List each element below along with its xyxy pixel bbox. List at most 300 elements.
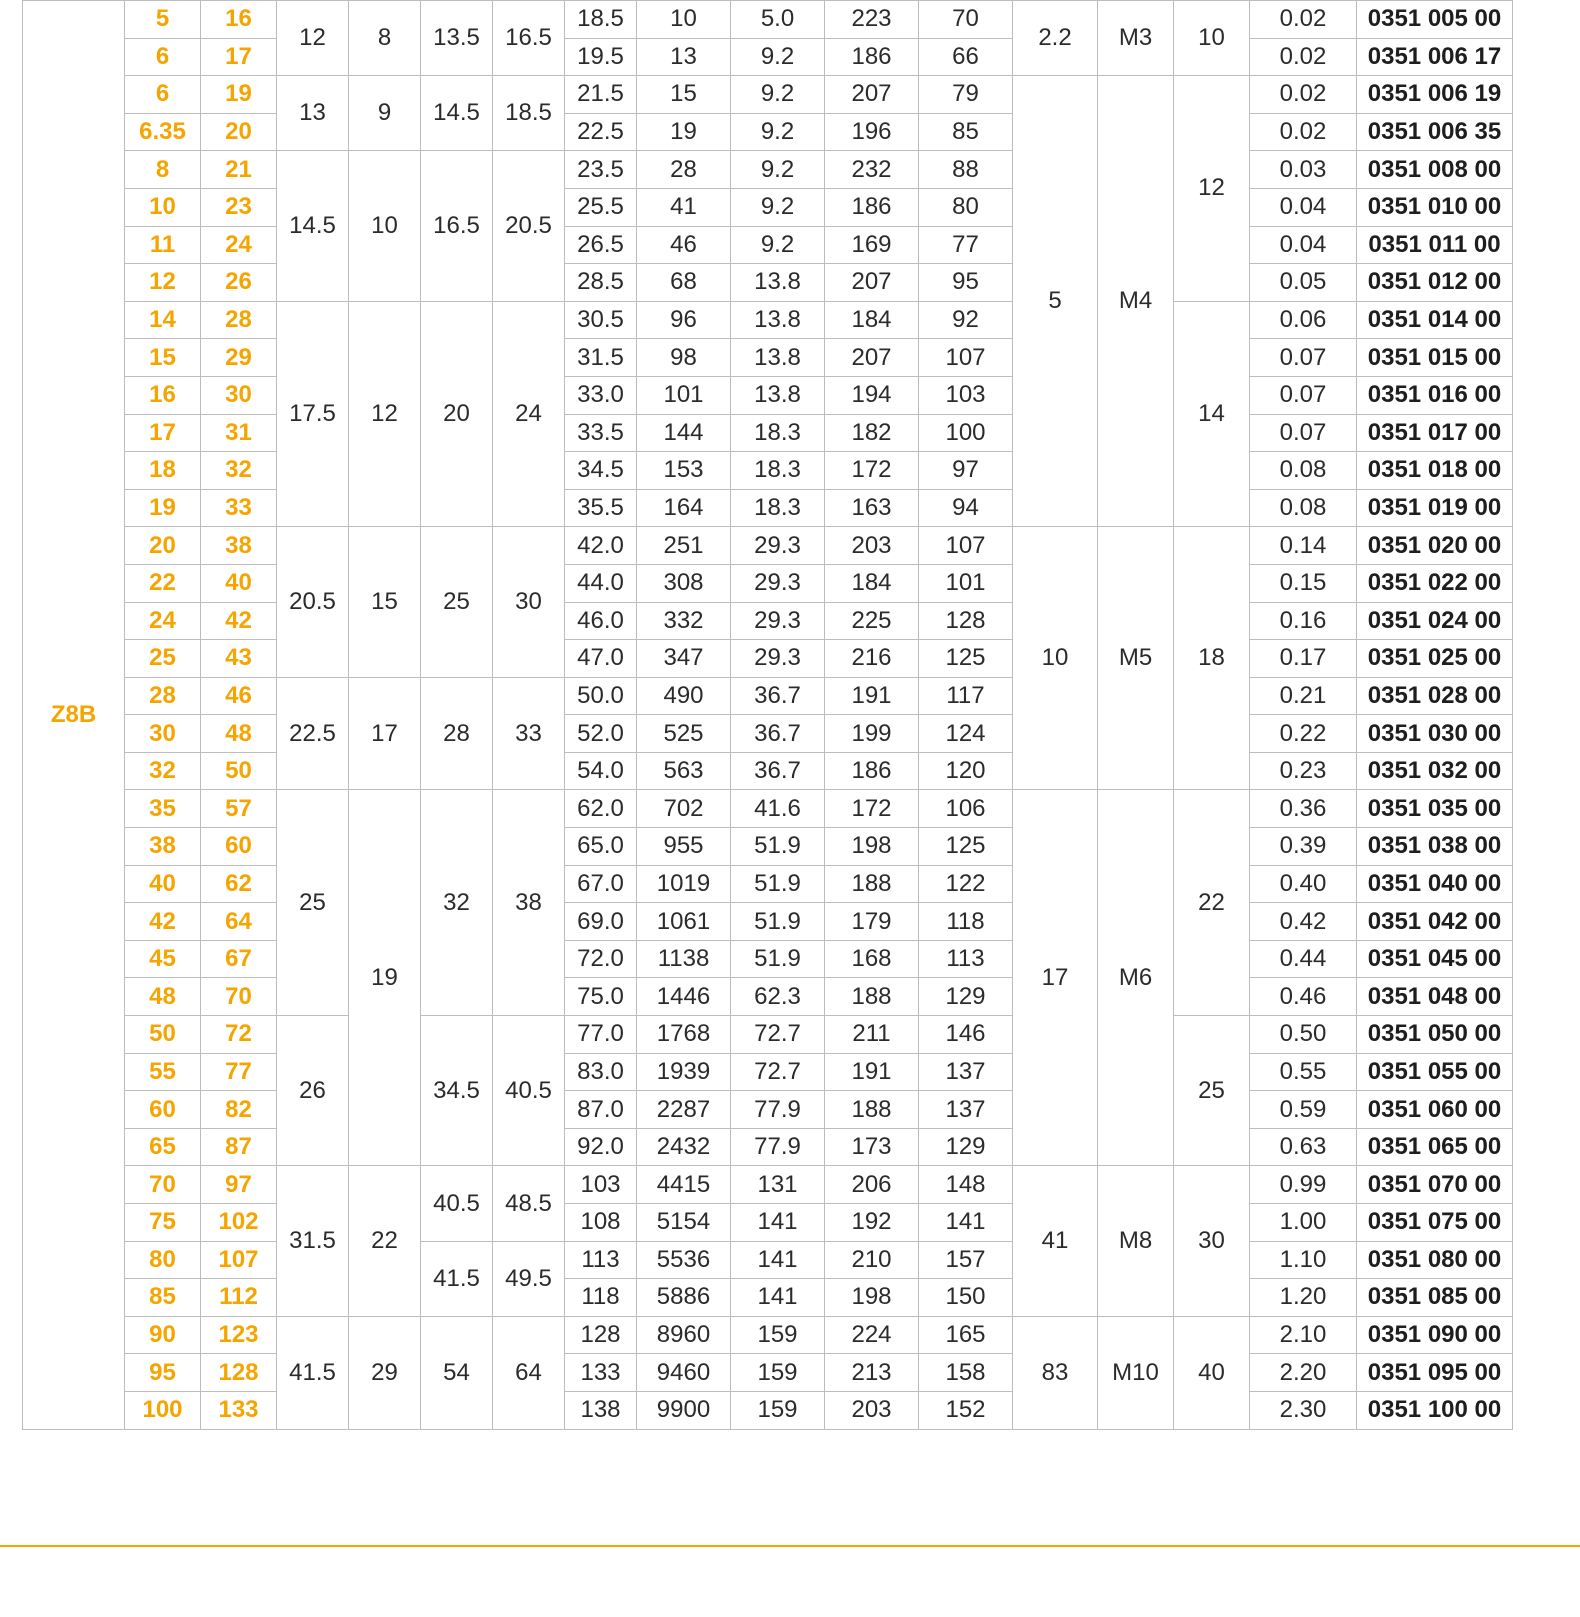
value-cell: 41.6 bbox=[731, 790, 825, 828]
value-cell: 103 bbox=[919, 376, 1013, 414]
screw-value-cell: 14 bbox=[1174, 301, 1250, 527]
torque-cell: 4415 bbox=[637, 1166, 731, 1204]
table-row bbox=[23, 940, 1513, 978]
weight-cell: 0.44 bbox=[1250, 940, 1357, 978]
dimension-cell: 22 bbox=[349, 1166, 421, 1316]
dimension-cell: 42.0 bbox=[565, 527, 637, 565]
outer-diameter-cell: 77 bbox=[201, 1053, 277, 1091]
value-cell: 124 bbox=[919, 715, 1013, 753]
dimension-cell: 16.5 bbox=[421, 151, 493, 301]
value-cell: 172 bbox=[825, 452, 919, 490]
screw-value-cell: 2.2 bbox=[1013, 1, 1098, 76]
dimension-cell: 14.5 bbox=[277, 151, 349, 301]
dimension-cell: 9 bbox=[349, 76, 421, 151]
value-cell: 129 bbox=[919, 1128, 1013, 1166]
torque-cell: 347 bbox=[637, 640, 731, 678]
dimension-cell: 13 bbox=[277, 76, 349, 151]
outer-diameter-cell: 43 bbox=[201, 640, 277, 678]
bore-cell: 95 bbox=[125, 1354, 201, 1392]
weight-cell: 0.21 bbox=[1250, 677, 1357, 715]
value-cell: 163 bbox=[825, 489, 919, 527]
value-cell: 129 bbox=[919, 978, 1013, 1016]
value-cell: 107 bbox=[919, 339, 1013, 377]
dimension-cell: 118 bbox=[565, 1279, 637, 1317]
dimension-cell: 17.5 bbox=[277, 301, 349, 527]
table-row bbox=[23, 376, 1513, 414]
dimension-cell: 35.5 bbox=[565, 489, 637, 527]
dimension-cell: 31.5 bbox=[277, 1166, 349, 1316]
table-row bbox=[23, 76, 1513, 114]
torque-cell: 2432 bbox=[637, 1128, 731, 1166]
torque-cell: 164 bbox=[637, 489, 731, 527]
outer-diameter-cell: 57 bbox=[201, 790, 277, 828]
outer-diameter-cell: 107 bbox=[201, 1241, 277, 1279]
dimension-cell: 67.0 bbox=[565, 865, 637, 903]
dimension-cell: 44.0 bbox=[565, 564, 637, 602]
weight-cell: 0.07 bbox=[1250, 376, 1357, 414]
value-cell: 100 bbox=[919, 414, 1013, 452]
weight-cell: 0.08 bbox=[1250, 452, 1357, 490]
torque-cell: 19 bbox=[637, 113, 731, 151]
value-cell: 196 bbox=[825, 113, 919, 151]
outer-diameter-cell: 38 bbox=[201, 527, 277, 565]
torque-cell: 98 bbox=[637, 339, 731, 377]
value-cell: 172 bbox=[825, 790, 919, 828]
outer-diameter-cell: 31 bbox=[201, 414, 277, 452]
weight-cell: 2.10 bbox=[1250, 1316, 1357, 1354]
part-number-cell: 0351 100 00 bbox=[1357, 1391, 1513, 1429]
weight-cell: 0.42 bbox=[1250, 903, 1357, 941]
value-cell: 150 bbox=[919, 1279, 1013, 1317]
dimension-cell: 33.0 bbox=[565, 376, 637, 414]
torque-cell: 2287 bbox=[637, 1091, 731, 1129]
dimension-cell: 20 bbox=[421, 301, 493, 527]
screw-value-cell: 40 bbox=[1174, 1316, 1250, 1429]
outer-diameter-cell: 30 bbox=[201, 376, 277, 414]
value-cell: 198 bbox=[825, 1279, 919, 1317]
screw-value-cell: 25 bbox=[1174, 1016, 1250, 1166]
weight-cell: 0.06 bbox=[1250, 301, 1357, 339]
table-row bbox=[23, 1166, 1513, 1204]
value-cell: 179 bbox=[825, 903, 919, 941]
table-row bbox=[23, 1354, 1513, 1392]
dimension-cell: 30.5 bbox=[565, 301, 637, 339]
series-cell: Z8B bbox=[23, 1, 125, 1430]
value-cell: 158 bbox=[919, 1354, 1013, 1392]
value-cell: 85 bbox=[919, 113, 1013, 151]
dimension-cell: 18.5 bbox=[565, 1, 637, 39]
dimension-cell: 19 bbox=[349, 790, 421, 1166]
value-cell: 194 bbox=[825, 376, 919, 414]
value-cell: 117 bbox=[919, 677, 1013, 715]
value-cell: 66 bbox=[919, 38, 1013, 76]
weight-cell: 2.20 bbox=[1250, 1354, 1357, 1392]
table-row bbox=[23, 452, 1513, 490]
dimension-cell: 40.5 bbox=[421, 1166, 493, 1241]
dimension-cell: 72.0 bbox=[565, 940, 637, 978]
outer-diameter-cell: 42 bbox=[201, 602, 277, 640]
value-cell: 92 bbox=[919, 301, 1013, 339]
part-number-cell: 0351 008 00 bbox=[1357, 151, 1513, 189]
outer-diameter-cell: 28 bbox=[201, 301, 277, 339]
bore-cell: 45 bbox=[125, 940, 201, 978]
table-row bbox=[23, 1316, 1513, 1354]
value-cell: 51.9 bbox=[731, 828, 825, 866]
dimension-cell: 10 bbox=[349, 151, 421, 301]
table-row bbox=[23, 414, 1513, 452]
value-cell: 9.2 bbox=[731, 76, 825, 114]
value-cell: 51.9 bbox=[731, 903, 825, 941]
weight-cell: 1.20 bbox=[1250, 1279, 1357, 1317]
outer-diameter-cell: 112 bbox=[201, 1279, 277, 1317]
dimension-cell: 48.5 bbox=[493, 1166, 565, 1241]
bore-cell: 18 bbox=[125, 452, 201, 490]
bore-cell: 60 bbox=[125, 1091, 201, 1129]
value-cell: 203 bbox=[825, 527, 919, 565]
value-cell: 79 bbox=[919, 76, 1013, 114]
torque-cell: 1446 bbox=[637, 978, 731, 1016]
screw-value-cell: 10 bbox=[1013, 527, 1098, 790]
value-cell: 95 bbox=[919, 264, 1013, 302]
value-cell: 36.7 bbox=[731, 752, 825, 790]
weight-cell: 0.14 bbox=[1250, 527, 1357, 565]
table-row bbox=[23, 188, 1513, 226]
dimension-cell: 75.0 bbox=[565, 978, 637, 1016]
value-cell: 207 bbox=[825, 339, 919, 377]
outer-diameter-cell: 26 bbox=[201, 264, 277, 302]
screw-value-cell: 22 bbox=[1174, 790, 1250, 1016]
part-number-cell: 0351 025 00 bbox=[1357, 640, 1513, 678]
torque-cell: 5886 bbox=[637, 1279, 731, 1317]
value-cell: 141 bbox=[731, 1279, 825, 1317]
outer-diameter-cell: 97 bbox=[201, 1166, 277, 1204]
dimension-cell: 128 bbox=[565, 1316, 637, 1354]
outer-diameter-cell: 48 bbox=[201, 715, 277, 753]
torque-cell: 101 bbox=[637, 376, 731, 414]
dimension-cell: 25 bbox=[277, 790, 349, 1016]
bore-cell: 6 bbox=[125, 38, 201, 76]
bore-cell: 32 bbox=[125, 752, 201, 790]
table-row bbox=[23, 113, 1513, 151]
screw-size-cell: M10 bbox=[1098, 1316, 1174, 1429]
bore-cell: 19 bbox=[125, 489, 201, 527]
part-number-cell: 0351 075 00 bbox=[1357, 1204, 1513, 1242]
dimension-cell: 16.5 bbox=[493, 1, 565, 76]
table-row bbox=[23, 1241, 1513, 1279]
screw-size-cell: M3 bbox=[1098, 1, 1174, 76]
table-row bbox=[23, 1091, 1513, 1129]
dimension-cell: 20.5 bbox=[277, 527, 349, 677]
value-cell: 224 bbox=[825, 1316, 919, 1354]
dimension-cell: 31.5 bbox=[565, 339, 637, 377]
bore-cell: 90 bbox=[125, 1316, 201, 1354]
table-row bbox=[23, 1204, 1513, 1242]
dimension-cell: 83.0 bbox=[565, 1053, 637, 1091]
weight-cell: 0.22 bbox=[1250, 715, 1357, 753]
outer-diameter-cell: 67 bbox=[201, 940, 277, 978]
weight-cell: 0.40 bbox=[1250, 865, 1357, 903]
outer-diameter-cell: 82 bbox=[201, 1091, 277, 1129]
weight-cell: 0.50 bbox=[1250, 1016, 1357, 1054]
value-cell: 169 bbox=[825, 226, 919, 264]
torque-cell: 9900 bbox=[637, 1391, 731, 1429]
value-cell: 9.2 bbox=[731, 113, 825, 151]
part-number-cell: 0351 055 00 bbox=[1357, 1053, 1513, 1091]
value-cell: 13.8 bbox=[731, 264, 825, 302]
dimension-cell: 26.5 bbox=[565, 226, 637, 264]
dimension-cell: 22.5 bbox=[565, 113, 637, 151]
value-cell: 72.7 bbox=[731, 1053, 825, 1091]
torque-cell: 10 bbox=[637, 1, 731, 39]
weight-cell: 0.04 bbox=[1250, 188, 1357, 226]
dimension-cell: 138 bbox=[565, 1391, 637, 1429]
dimension-cell: 23.5 bbox=[565, 151, 637, 189]
value-cell: 18.3 bbox=[731, 414, 825, 452]
dimension-cell: 103 bbox=[565, 1166, 637, 1204]
table-row bbox=[23, 301, 1513, 339]
part-number-cell: 0351 012 00 bbox=[1357, 264, 1513, 302]
value-cell: 80 bbox=[919, 188, 1013, 226]
value-cell: 36.7 bbox=[731, 715, 825, 753]
torque-cell: 563 bbox=[637, 752, 731, 790]
outer-diameter-cell: 72 bbox=[201, 1016, 277, 1054]
torque-cell: 41 bbox=[637, 188, 731, 226]
bore-cell: 20 bbox=[125, 527, 201, 565]
dimension-cell: 34.5 bbox=[565, 452, 637, 490]
outer-diameter-cell: 60 bbox=[201, 828, 277, 866]
bore-cell: 22 bbox=[125, 564, 201, 602]
dimension-cell: 20.5 bbox=[493, 151, 565, 301]
bore-cell: 15 bbox=[125, 339, 201, 377]
value-cell: 199 bbox=[825, 715, 919, 753]
weight-cell: 0.16 bbox=[1250, 602, 1357, 640]
weight-cell: 1.10 bbox=[1250, 1241, 1357, 1279]
value-cell: 141 bbox=[919, 1204, 1013, 1242]
value-cell: 225 bbox=[825, 602, 919, 640]
table-row bbox=[23, 790, 1513, 828]
dimension-cell: 46.0 bbox=[565, 602, 637, 640]
torque-cell: 153 bbox=[637, 452, 731, 490]
part-number-cell: 0351 030 00 bbox=[1357, 715, 1513, 753]
value-cell: 159 bbox=[731, 1391, 825, 1429]
outer-diameter-cell: 64 bbox=[201, 903, 277, 941]
weight-cell: 0.55 bbox=[1250, 1053, 1357, 1091]
weight-cell: 0.17 bbox=[1250, 640, 1357, 678]
value-cell: 18.3 bbox=[731, 489, 825, 527]
outer-diameter-cell: 24 bbox=[201, 226, 277, 264]
bore-cell: 75 bbox=[125, 1204, 201, 1242]
screw-value-cell: 18 bbox=[1174, 527, 1250, 790]
dimension-cell: 19.5 bbox=[565, 38, 637, 76]
weight-cell: 0.05 bbox=[1250, 264, 1357, 302]
part-number-cell: 0351 006 17 bbox=[1357, 38, 1513, 76]
table-row bbox=[23, 564, 1513, 602]
dimension-cell: 54 bbox=[421, 1316, 493, 1429]
value-cell: 141 bbox=[731, 1241, 825, 1279]
bore-cell: 80 bbox=[125, 1241, 201, 1279]
torque-cell: 8960 bbox=[637, 1316, 731, 1354]
dimension-cell: 28 bbox=[421, 677, 493, 790]
value-cell: 146 bbox=[919, 1016, 1013, 1054]
weight-cell: 0.02 bbox=[1250, 1, 1357, 39]
value-cell: 191 bbox=[825, 1053, 919, 1091]
outer-diameter-cell: 29 bbox=[201, 339, 277, 377]
dimension-cell: 32 bbox=[421, 790, 493, 1016]
bore-cell: 5 bbox=[125, 1, 201, 39]
bore-cell: 100 bbox=[125, 1391, 201, 1429]
value-cell: 188 bbox=[825, 1091, 919, 1129]
value-cell: 106 bbox=[919, 790, 1013, 828]
dimension-cell: 30 bbox=[493, 527, 565, 677]
value-cell: 159 bbox=[731, 1316, 825, 1354]
value-cell: 232 bbox=[825, 151, 919, 189]
value-cell: 29.3 bbox=[731, 564, 825, 602]
screw-value-cell: 10 bbox=[1174, 1, 1250, 76]
dimension-cell: 8 bbox=[349, 1, 421, 76]
table-row bbox=[23, 1016, 1513, 1054]
table-row bbox=[23, 978, 1513, 1016]
bore-cell: 70 bbox=[125, 1166, 201, 1204]
table-row bbox=[23, 1128, 1513, 1166]
bore-cell: 11 bbox=[125, 226, 201, 264]
screw-value-cell: 41 bbox=[1013, 1166, 1098, 1316]
table-row bbox=[23, 1053, 1513, 1091]
table-row bbox=[23, 752, 1513, 790]
table-row bbox=[23, 640, 1513, 678]
value-cell: 207 bbox=[825, 76, 919, 114]
value-cell: 186 bbox=[825, 38, 919, 76]
weight-cell: 0.08 bbox=[1250, 489, 1357, 527]
value-cell: 152 bbox=[919, 1391, 1013, 1429]
weight-cell: 0.02 bbox=[1250, 76, 1357, 114]
bore-cell: 6.35 bbox=[125, 113, 201, 151]
screw-size-cell: M6 bbox=[1098, 790, 1174, 1166]
outer-diameter-cell: 33 bbox=[201, 489, 277, 527]
outer-diameter-cell: 40 bbox=[201, 564, 277, 602]
value-cell: 77.9 bbox=[731, 1091, 825, 1129]
bore-cell: 50 bbox=[125, 1016, 201, 1054]
part-number-cell: 0351 005 00 bbox=[1357, 1, 1513, 39]
table-row bbox=[23, 226, 1513, 264]
part-number-cell: 0351 022 00 bbox=[1357, 564, 1513, 602]
table-row bbox=[23, 677, 1513, 715]
dimension-cell: 41.5 bbox=[421, 1241, 493, 1316]
value-cell: 188 bbox=[825, 978, 919, 1016]
value-cell: 213 bbox=[825, 1354, 919, 1392]
outer-diameter-cell: 46 bbox=[201, 677, 277, 715]
table-row bbox=[23, 339, 1513, 377]
table-row bbox=[23, 828, 1513, 866]
weight-cell: 0.63 bbox=[1250, 1128, 1357, 1166]
bore-cell: 85 bbox=[125, 1279, 201, 1317]
value-cell: 97 bbox=[919, 452, 1013, 490]
value-cell: 186 bbox=[825, 752, 919, 790]
table-row bbox=[23, 602, 1513, 640]
table-row bbox=[23, 264, 1513, 302]
outer-diameter-cell: 16 bbox=[201, 1, 277, 39]
bore-cell: 35 bbox=[125, 790, 201, 828]
part-number-cell: 0351 020 00 bbox=[1357, 527, 1513, 565]
dimension-cell: 21.5 bbox=[565, 76, 637, 114]
value-cell: 18.3 bbox=[731, 452, 825, 490]
torque-cell: 702 bbox=[637, 790, 731, 828]
part-number-cell: 0351 015 00 bbox=[1357, 339, 1513, 377]
dimension-cell: 29 bbox=[349, 1316, 421, 1429]
value-cell: 94 bbox=[919, 489, 1013, 527]
outer-diameter-cell: 70 bbox=[201, 978, 277, 1016]
dimension-cell: 34.5 bbox=[421, 1016, 493, 1166]
dimension-cell: 69.0 bbox=[565, 903, 637, 941]
spec-table bbox=[22, 0, 1513, 1430]
part-number-cell: 0351 080 00 bbox=[1357, 1241, 1513, 1279]
dimension-cell: 25.5 bbox=[565, 188, 637, 226]
value-cell: 216 bbox=[825, 640, 919, 678]
weight-cell: 0.07 bbox=[1250, 339, 1357, 377]
part-number-cell: 0351 038 00 bbox=[1357, 828, 1513, 866]
screw-value-cell: 30 bbox=[1174, 1166, 1250, 1316]
outer-diameter-cell: 50 bbox=[201, 752, 277, 790]
outer-diameter-cell: 102 bbox=[201, 1204, 277, 1242]
value-cell: 203 bbox=[825, 1391, 919, 1429]
bore-cell: 48 bbox=[125, 978, 201, 1016]
torque-cell: 68 bbox=[637, 264, 731, 302]
table-row bbox=[23, 865, 1513, 903]
torque-cell: 9460 bbox=[637, 1354, 731, 1392]
value-cell: 29.3 bbox=[731, 527, 825, 565]
bore-cell: 65 bbox=[125, 1128, 201, 1166]
dimension-cell: 41.5 bbox=[277, 1316, 349, 1429]
value-cell: 5.0 bbox=[731, 1, 825, 39]
value-cell: 141 bbox=[731, 1204, 825, 1242]
torque-cell: 1939 bbox=[637, 1053, 731, 1091]
dimension-cell: 64 bbox=[493, 1316, 565, 1429]
torque-cell: 28 bbox=[637, 151, 731, 189]
torque-cell: 525 bbox=[637, 715, 731, 753]
part-number-cell: 0351 050 00 bbox=[1357, 1016, 1513, 1054]
value-cell: 70 bbox=[919, 1, 1013, 39]
dimension-cell: 65.0 bbox=[565, 828, 637, 866]
outer-diameter-cell: 123 bbox=[201, 1316, 277, 1354]
dimension-cell: 62.0 bbox=[565, 790, 637, 828]
torque-cell: 1061 bbox=[637, 903, 731, 941]
part-number-cell: 0351 010 00 bbox=[1357, 188, 1513, 226]
outer-diameter-cell: 21 bbox=[201, 151, 277, 189]
weight-cell: 1.00 bbox=[1250, 1204, 1357, 1242]
weight-cell: 0.03 bbox=[1250, 151, 1357, 189]
value-cell: 9.2 bbox=[731, 38, 825, 76]
bore-cell: 8 bbox=[125, 151, 201, 189]
part-number-cell: 0351 006 35 bbox=[1357, 113, 1513, 151]
value-cell: 182 bbox=[825, 414, 919, 452]
value-cell: 29.3 bbox=[731, 602, 825, 640]
outer-diameter-cell: 19 bbox=[201, 76, 277, 114]
screw-value-cell: 83 bbox=[1013, 1316, 1098, 1429]
bore-cell: 38 bbox=[125, 828, 201, 866]
dimension-cell: 14.5 bbox=[421, 76, 493, 151]
bore-cell: 10 bbox=[125, 188, 201, 226]
dimension-cell: 13.5 bbox=[421, 1, 493, 76]
table-row bbox=[23, 489, 1513, 527]
table-row bbox=[23, 715, 1513, 753]
dimension-cell: 52.0 bbox=[565, 715, 637, 753]
torque-cell: 15 bbox=[637, 76, 731, 114]
torque-cell: 46 bbox=[637, 226, 731, 264]
value-cell: 211 bbox=[825, 1016, 919, 1054]
value-cell: 159 bbox=[731, 1354, 825, 1392]
dimension-cell: 40.5 bbox=[493, 1016, 565, 1166]
screw-value-cell: 12 bbox=[1174, 76, 1250, 302]
part-number-cell: 0351 085 00 bbox=[1357, 1279, 1513, 1317]
